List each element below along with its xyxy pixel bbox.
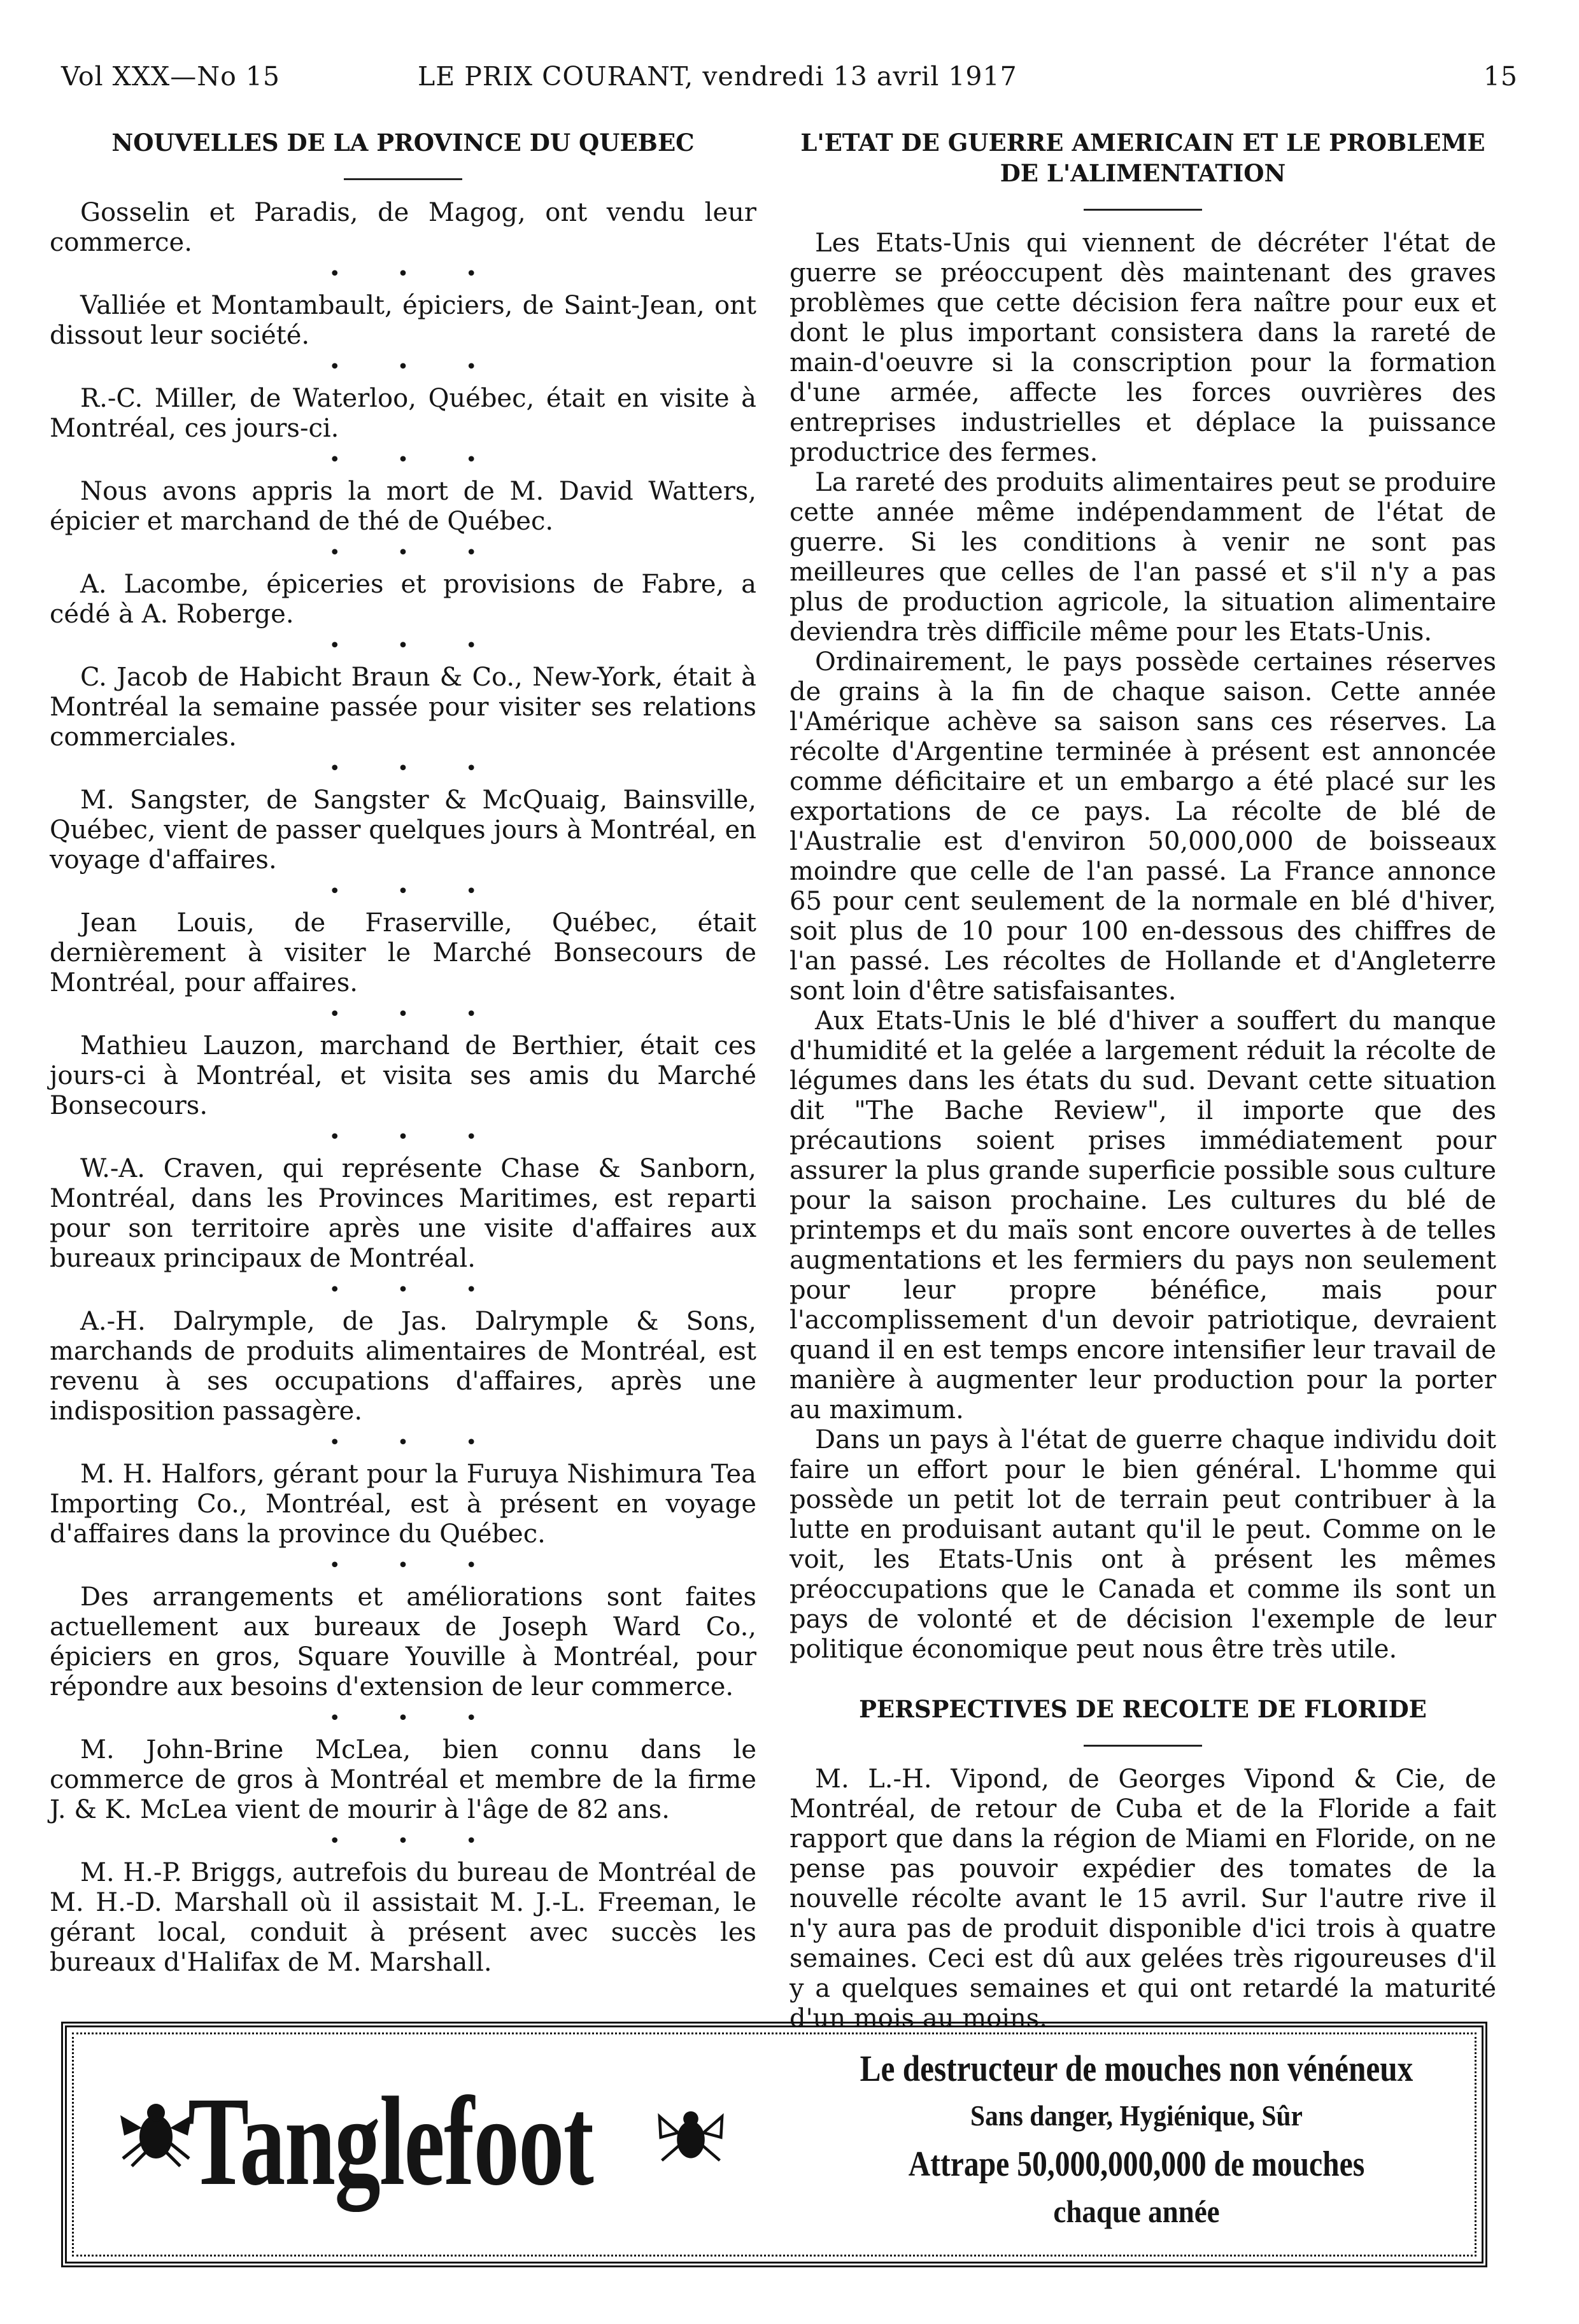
ad-claim: Attrape 50,000,000,000 de mouches [908, 2144, 1365, 2184]
item-separator: • • • [329, 1003, 503, 1025]
item-separator: • • • [329, 1126, 503, 1148]
news-item: Valliée et Montambault, épiciers, de Saint-Jean, ont dissout leur société. [50, 291, 756, 350]
news-item: A.-H. Dalrymple, de Jas. Dalrymple & Sons, marchands de produits alimentaires de Montréal, est revenu à ses occupations d'affaires, après une indisposition passagère. [50, 1307, 756, 1426]
florida-article-paragraph: M. L.-H. Vipond, de Georges Vipond & Cie, de Montréal, de retour de Cuba et de la Floride a fait rapport que dans la région de Miami en Floride, on ne pense pas pouvoir expédier des tomates de la nouvelle récolte avant le 15 avril. Sur l'autre rive il n'y aura pas de produit disponible d'ici trois à quatre semaines. Ceci est dû aux gelées très rigoureuses d'il y a quelques semaines et qui ont retardé la maturité d'un mois au moins. [790, 1764, 1496, 2033]
ad-brand-block [67, 2027, 767, 2263]
florida-article-title: PERSPECTIVES DE RECOLTE DE FLORIDE [859, 1695, 1427, 1723]
left-column-title: NOUVELLES DE LA PROVINCE DU QUEBEC [111, 129, 695, 157]
item-separator: • • • [329, 1279, 503, 1301]
news-item: W.-A. Craven, qui représente Chase & Sanborn, Montréal, dans les Provinces Maritimes, est reparti pour son territoire après une visite d'affaires aux bureaux principaux de Montréal. [50, 1154, 756, 1273]
item-separator: • • • [329, 635, 503, 657]
right-column-title: L'ETAT DE GUERRE AMERICAIN ET LE PROBLEME DE L'ALIMENTATION [800, 129, 1485, 187]
right-column [790, 127, 1496, 2034]
ad-brand-name: Tanglefoot [188, 2071, 593, 2212]
item-separator: • • • [329, 1830, 503, 1852]
article-paragraph: Les Etats-Unis qui viennent de décréter l'état de guerre se préoccupent dès maintenant des graves problèmes que cette décision fera naître pour eux et dont le plus important consistera dans la rareté de main-d'oeuvre si la conscription pour la formation d'une armée, affecte les forces ouvrières des entreprises industrielles et déplace la puissance productrice des fermes. [790, 229, 1496, 467]
ad-claim-suffix: chaque année [1053, 2194, 1220, 2229]
item-separator: • • • [329, 1707, 503, 1729]
news-item: M. H.-P. Briggs, autrefois du bureau de Montréal de M. H.-D. Marshall où il assistait M. J.-L. Freeman, le gérant local, conduit à présent avec succès les bureaux d'Halifax de M. Marshall. [50, 1858, 756, 1977]
news-item: Nous avons appris la mort de M. David Watters, épicier et marchand de thé de Québec. [50, 477, 756, 536]
item-separator: • • • [329, 1432, 503, 1454]
news-item: Des arrangements et améliorations sont faites actuellement aux bureaux de Joseph Ward Co., épiciers en gros, Square Youville à Montréal, pour répondre aux besoins d'extension de leur commerce. [50, 1582, 756, 1701]
news-item: M. John-Brine McLea, bien connu dans le commerce de gros à Montréal et membre de la firme J. & K. McLea vient de mourir à l'âge de 82 ans. [50, 1735, 756, 1824]
news-item: Gosselin et Paradis, de Magog, ont vendu leur commerce. [50, 198, 756, 257]
page-number: 15 [1483, 61, 1518, 92]
ad-tagline: Sans danger, Hygiénique, Sûr [970, 2099, 1303, 2132]
ad-text-block [799, 2045, 1474, 2234]
title-rule [1084, 209, 1202, 211]
article-paragraph: Dans un pays à l'état de guerre chaque individu doit faire un effort pour le bien général. L'homme qui possède un petit lot de terrain peut contribuer à la lutte en produisant autant qu'il le peut. Comme on le voit, les Etats-Unis ont à présent les mêmes préoccupations que le Canada et comme ils sont un pays de volonté et de décision l'exemple de leur politique économique peut nous être très utile. [790, 1425, 1496, 1664]
news-item: C. Jacob de Habicht Braun & Co., New-York, était à Montréal la semaine passée pour visiter ses relations commerciales. [50, 663, 756, 752]
item-separator: • • • [329, 542, 503, 564]
volume-number: Vol XXX—No 15 [61, 61, 281, 92]
publication-title-date: LE PRIX COURANT, vendredi 13 avril 1917 [418, 61, 1017, 92]
news-item: Jean Louis, de Fraserville, Québec, était dernièrement à visiter le Marché Bonsecours de Montréal, pour affaires. [50, 908, 756, 997]
article-paragraph: Ordinairement, le pays possède certaines réserves de grains à la fin de chaque saison. Cette année l'Amérique achève sa saison sans ces réserves. La récolte d'Argentine terminée à présent est annoncée comme déficitaire et un embargo a été placé sur les exportations de ce pays. La récolte de blé de l'Australie est d'environ 50,000,000 de boisseaux moindre que celle de l'an passé. La France annonce 65 pour cent seulement de la normale en blé d'hiver, soit plus de 10 pour 100 en-dessous des chiffres de l'an passé. Les récoltes de Hollande et d'Angleterre sont loin d'être satisfaisantes. [790, 647, 1496, 1006]
title-rule [1084, 1745, 1202, 1747]
fly-icon [118, 2097, 194, 2167]
item-separator: • • • [329, 449, 503, 471]
running-header [61, 61, 1518, 99]
item-separator: • • • [329, 263, 503, 285]
article-paragraph: Aux Etats-Unis le blé d'hiver a souffert du manque d'humidité et la gelée a largement réduit la récolte de légumes dans les états du sud. Devant cette situation dit "The Bache Review", il importe que des précautions soient prises immédiatement pour assurer la plus grande superficie possible sous culture pour la saison prochaine. Les cultures du blé de printemps et du maïs sont encore ouvertes à de telles augmentations et les fermiers du pays non seulement pour leur propre bénéfice, mais pour l'accomplissement d'un devoir patriotique, devraient quand il en est temps encore intensifier leur travail de manière à augmenter leur production pour la porter au maximum. [790, 1006, 1496, 1425]
item-separator: • • • [329, 356, 503, 378]
item-separator: • • • [329, 1554, 503, 1577]
news-item: R.-C. Miller, de Waterloo, Québec, était en visite à Montréal, ces jours-ci. [50, 384, 756, 443]
title-rule [344, 178, 462, 180]
news-item: M. Sangster, de Sangster & McQuaig, Bainsville, Québec, vient de passer quelques jours à Montréal, en voyage d'affaires. [50, 785, 756, 875]
fly-icon [656, 2104, 726, 2167]
news-item: Mathieu Lauzon, marchand de Berthier, était ces jours-ci à Montréal, et visita ses amis du Marché Bonsecours. [50, 1031, 756, 1120]
item-separator: • • • [329, 880, 503, 903]
tanglefoot-advertisement [61, 2022, 1487, 2267]
left-column [50, 127, 756, 1978]
item-separator: • • • [329, 757, 503, 780]
news-item: A. Lacombe, épiceries et provisions de Fabre, a cédé à A. Roberge. [50, 570, 756, 629]
news-item: M. H. Halfors, gérant pour la Furuya Nishimura Tea Importing Co., Montréal, est à présent en voyage d'affaires dans la province du Québec. [50, 1460, 756, 1549]
article-paragraph: La rareté des produits alimentaires peut se produire cette année même indépendamment de l'état de guerre. Si les conditions à venir ne sont pas meilleures que celles de l'an passé et s'il n'y a pas plus de production agricole, la situation alimentaire deviendra très difficile même pour les Etats-Unis. [790, 468, 1496, 647]
ad-headline: Le destructeur de mouches non vénéneux [860, 2048, 1413, 2089]
